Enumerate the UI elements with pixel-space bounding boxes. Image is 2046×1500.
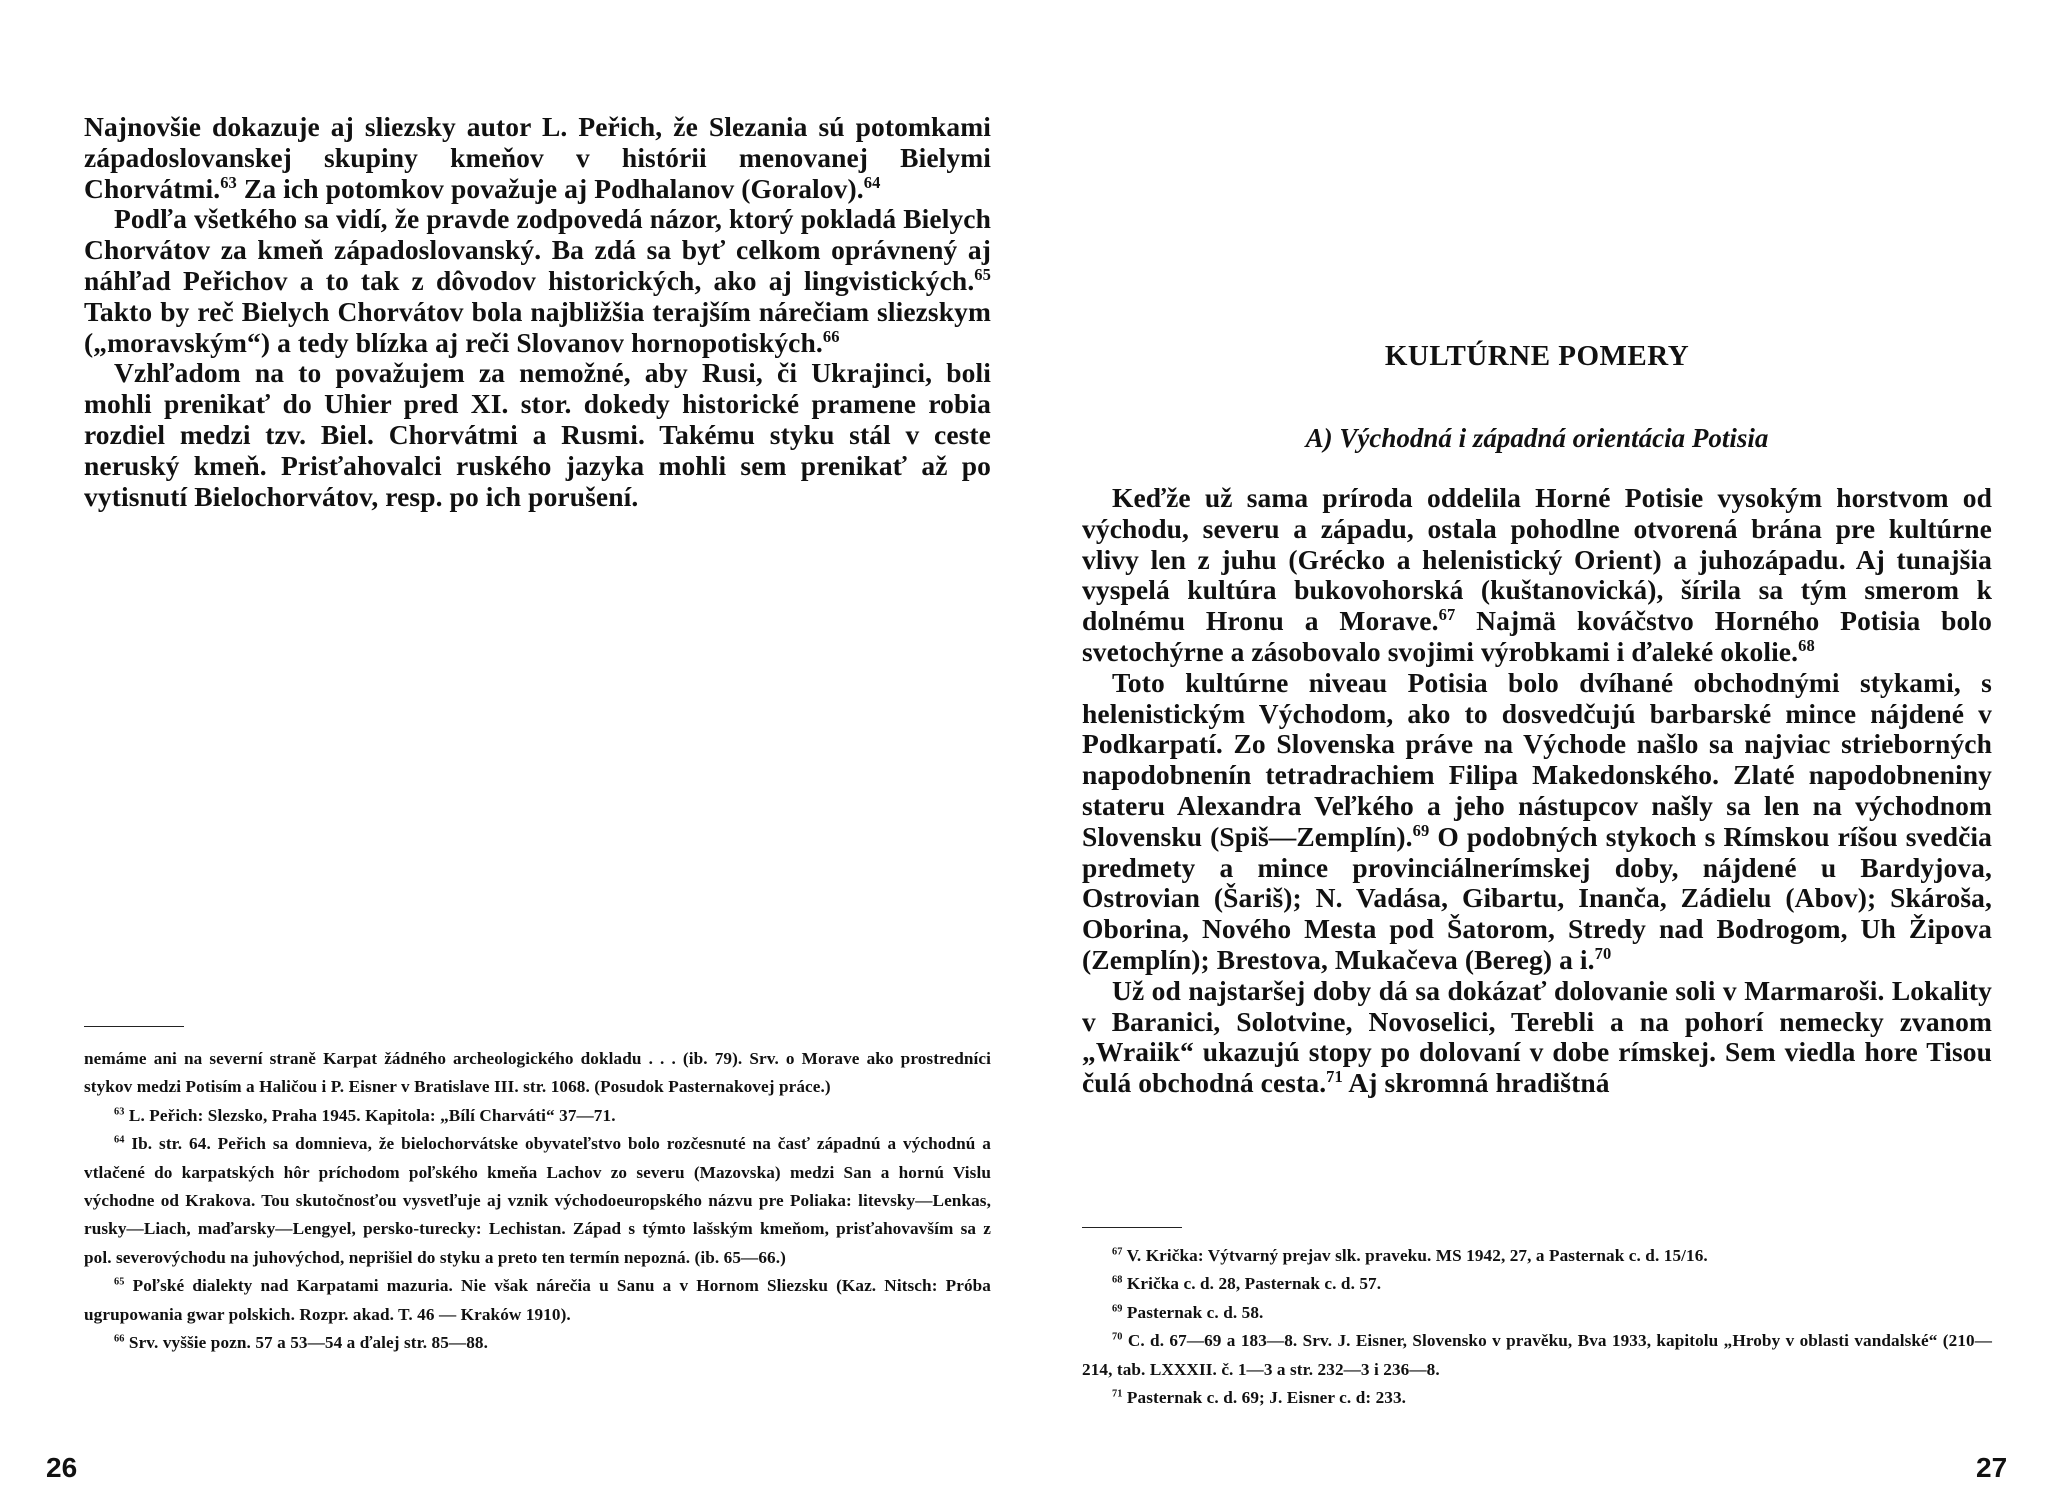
paragraph: [1082, 483, 1992, 668]
page-number-right: 27: [1976, 1452, 2008, 1483]
text-run: Najnovšie dokazuje aj sliezsky autor L. Peřich, že Slezania sú potomkami západoslovanskej skupiny kmeňov v histórii menovanej Bielymi Chorvátmi.: [84, 111, 991, 204]
footnote-marker: 64: [863, 172, 881, 192]
footnote: [84, 1329, 991, 1357]
footnote-marker: 68: [1112, 1274, 1123, 1286]
text-run: Keďže už sama príroda oddelila Horné Potisie vysokým horstvom od východu, severu a západu, ostala pohodlne otvorená brána pre kultúrne vlivy len z juhu (Grécko a helenistický Orient) a juhozápadu. Aj tunajšia vyspelá kultúra bukovohorská (kuštanovická), šírila sa tým smerom k dolnému Hronu a Morave.: [1082, 482, 1992, 637]
footnote-marker: 66: [822, 326, 840, 346]
paragraph: [1082, 976, 1992, 1099]
footnote-marker: 67: [1438, 605, 1456, 625]
text-run: Najmä kováčstvo Horného Potisia bolo svetochýrne a zásobovalo svojimi výrobkami i ďaleké okolie.: [1082, 605, 1992, 667]
text-run: L. Peřich: Slezsko, Praha 1945. Kapitola: „Bílí Charváti“ 37—71.: [124, 1105, 616, 1125]
footnote-marker: 71: [1112, 1388, 1123, 1400]
paragraph: [84, 204, 991, 358]
text-run: Podľa všetkého sa vidí, že pravde zodpovedá názor, ktorý pokladá Bielych Chorvátov za kmeň západoslovanský. Ba zdá sa byť celkom oprávnený aj náhľad Peřichov a to tak z dôvodov historických, ako aj lingvistických.: [84, 203, 991, 296]
footnote-separator: [1082, 1227, 1182, 1228]
footnote-marker: 65: [974, 264, 991, 284]
footnote: [1082, 1384, 1992, 1412]
text-run: Aj skromná hradištná: [1342, 1067, 1610, 1099]
text-run: Už od najstaršej doby dá sa dokázať dolovanie soli v Marmaroši. Lokality v Baranici, Solotvine, Novoselici, Terebli a na pohorí nemecky zvanom „Wraiik“ ukazujú stopy po dolovaní v dobe rímskej. Sem viedla hore Tisou čulá obchodná cesta.: [1082, 974, 1992, 1099]
footnote: [84, 1045, 991, 1102]
footnote-marker: 70: [1594, 943, 1612, 963]
paragraph: [84, 112, 991, 204]
text-run: Pasternak c. d. 58.: [1122, 1302, 1264, 1322]
footnote-marker: 67: [1112, 1246, 1123, 1258]
footnote: [84, 1130, 991, 1272]
text-run: Toto kultúrne niveau Potisia bolo dvíhané obchodnými stykami, s helenistickým Východom, ako to dosvedčujú barbarské mince nájdené v Podkarpatí. Zo Slovenska práve na Východe našlo sa najviac strieborných napodobnenín tetradrachiem Filipa Makedonského. Zlaté napodobneniny stateru Alexandra Veľkého a jeho nástupcov našly sa len na východnom Slovensku (Spiš—Zemplín).: [1082, 666, 1992, 852]
text-run: O podobných stykoch s Rímskou ríšou svedčia predmety a mince provinciálnerímskej doby, nájdené u Bardyjova, Ostrovian (Šariš); N. Vadása, Gibartu, Inanča, Zádielu (Abov); Skároša, Oborina, Nového Mesta pod Šatorom, Stredy nad Bodrogom, Uh Žipova (Zemplín); Brestova, Mukačeva (Bereg) a i.: [1082, 820, 1992, 975]
footnote: [84, 1102, 991, 1130]
text-run: Pasternak c. d. 69; J. Eisner c. d: 233.: [1122, 1388, 1407, 1408]
text-run: Krička c. d. 28, Pasternak c. d. 57.: [1122, 1274, 1382, 1294]
footnote: [84, 1272, 991, 1329]
footnote-marker: 69: [1112, 1303, 1123, 1315]
footnote-marker: 65: [114, 1276, 125, 1288]
footnote: [1082, 1270, 1992, 1298]
text-run: Poľské dialekty nad Karpatami mazuria. Nie však nárečia u Sanu a v Hornom Sliezsku (Kaz. Nitsch: Próba ugrupowania gwar polskich. Rozpr. akad. T. 46 — Kraków 1910).: [84, 1276, 991, 1324]
footnote-separator: [84, 1026, 184, 1027]
footnote-marker: 66: [114, 1333, 125, 1345]
footnote-marker: 69: [1412, 820, 1430, 840]
left-page-footnotes: [84, 1045, 991, 1357]
text-run: Takto by reč Bielych Chorvátov bola najbližšia terajším nárečiam sliezskym („moravským“) a tedy blízka aj reči Slovanov hornopotiských.: [84, 295, 991, 358]
section-subheading: A) Východná i západná orientácia Potisia: [1305, 423, 1769, 453]
footnote: [1082, 1327, 1992, 1384]
footnote: [1082, 1299, 1992, 1327]
text-run: C. d. 67—69 a 183—8. Srv. J. Eisner, Slovensko v pravěku, Bva 1933, kapitolu „Hroby v oblasti vandalské“ (210—214, tab. LXXXII. č. 1—3 a str. 232—3 i 236—8.: [1082, 1331, 1992, 1379]
footnote-marker: 70: [1112, 1331, 1123, 1343]
text-run: Srv. vyššie pozn. 57 a 53—54 a ďalej str. 85—88.: [124, 1333, 489, 1353]
text-run: Za ich potomkov považuje aj Podhalanov (Goralov).: [236, 172, 864, 204]
footnote: [1082, 1242, 1992, 1270]
right-page-body: [1082, 483, 1992, 1099]
page-number-left: 26: [46, 1452, 78, 1483]
right-page-footnotes: [1082, 1242, 1992, 1412]
text-run: Ib. str. 64. Peřich sa domnieva, že bielochorvátske obyvateľstvo bolo rozčesnuté na časť západnú a východnú a vtlačené do karpatských hôr príchodom poľského kmeňa Lachov zo severu (Mazovska) medzi San a hornú Vislu východne od Krakova. Tou skutočnosťou vysvetľuje aj vznik východoeuropského názvu pre Poliaka: litevsky—Lenkas, rusky—Liach, maďarsky—Lengyel, persko-turecky: Lechistan. Západ s týmto lašským kmeňom, prisťahovavším sa z pol. severovýchodu na juhovýchod, neprišiel do styku a preto ten termín nepozná. (ib. 65—66.): [84, 1134, 991, 1267]
left-page-body: [84, 112, 991, 512]
chapter-heading: KULTÚRNE POMERY: [1384, 340, 1690, 372]
text-run: V. Krička: Výtvarný prejav slk. praveku. MS 1942, 27, a Pasternak c. d. 15/16.: [1122, 1246, 1708, 1265]
footnote-marker: 63: [220, 172, 237, 192]
footnote-marker: 68: [1798, 635, 1815, 655]
footnote-marker: 71: [1326, 1066, 1343, 1086]
paragraph: [1082, 668, 1992, 976]
text-run: Vzhľadom na to považujem za nemožné, aby Rusi, či Ukrajinci, boli mohli prenikať do Uhier pred XI. stor. dokedy historické pramene robia rozdiel medzi tzv. Biel. Chorvátmi a Rusmi. Takému styku stál v ceste neruský kmeň. Prisťahovalci ruského jazyka mohli sem prenikať až po vytisnutí Bielochorvátov, resp. po ich porušení.: [84, 357, 991, 512]
footnote-marker: 64: [114, 1134, 125, 1146]
paragraph: [84, 358, 991, 512]
footnote-marker: 63: [114, 1106, 125, 1118]
text-run: nemáme ani na severní straně Karpat žádného archeologického dokladu . . . (ib. 79). Srv. o Morave ako prostredníci stykov medzi Potisím a Haličou i P. Eisner v Bratislave III. str. 1068. (Posudok Pasternakovej práce.): [84, 1049, 991, 1097]
